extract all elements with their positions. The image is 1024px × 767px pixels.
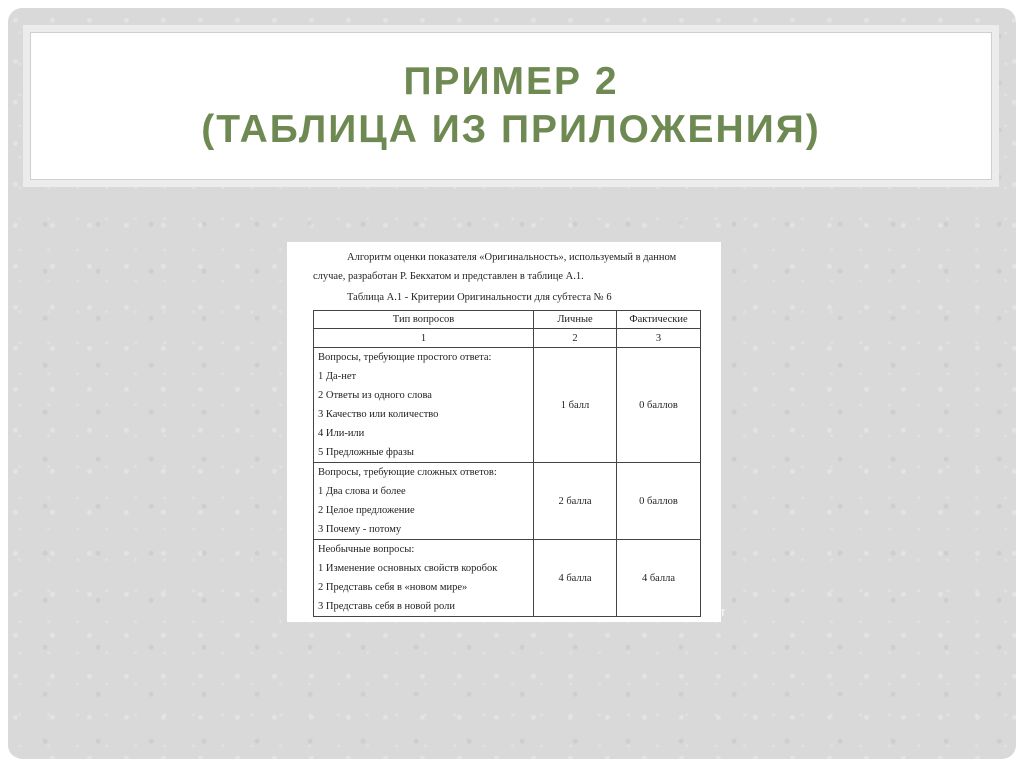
question-line: 3 Представь себя в новой роли	[318, 601, 456, 612]
intro-text	[313, 248, 718, 286]
criteria-table	[313, 310, 701, 617]
question-line: Вопросы, требующие простого ответа:	[318, 352, 492, 363]
question-group-cell	[314, 540, 534, 617]
question-line: 1 Два слова и более	[318, 486, 406, 497]
column-number: 1	[314, 329, 534, 348]
title-box	[30, 32, 992, 180]
slide-title-line-1: ПРИМЕР 2	[403, 60, 619, 103]
question-group-cell	[314, 348, 534, 463]
question-line: 2 Ответы из одного слова	[318, 390, 432, 401]
question-line: 3 Качество или количество	[318, 409, 439, 420]
question-line: 2 Представь себя в «новом мире»	[318, 582, 468, 593]
personal-score-cell: 1 балл	[534, 348, 617, 463]
document-image	[287, 242, 721, 622]
question-line: 5 Предложные фразы	[318, 447, 414, 458]
factual-score-cell: 4 балла	[617, 540, 701, 617]
personal-score-cell: 2 балла	[534, 463, 617, 540]
header-personal: Личные	[534, 311, 617, 329]
table-row	[314, 348, 701, 463]
column-number: 2	[534, 329, 617, 348]
question-line: Вопросы, требующие сложных ответов:	[318, 467, 497, 478]
table-row	[314, 540, 701, 617]
question-line: Необычные вопросы:	[318, 544, 415, 555]
question-line: 2 Целое предложение	[318, 505, 415, 516]
question-line: 1 Да-нет	[318, 371, 357, 382]
factual-score-cell: 0 баллов	[617, 348, 701, 463]
side-text-line-2: Чт	[712, 605, 726, 619]
column-number: 3	[617, 329, 701, 348]
side-text-line-1: А	[712, 589, 721, 603]
question-group-cell	[314, 463, 534, 540]
header-factual: Фактические	[617, 311, 701, 329]
question-line: 4 Или-или	[318, 428, 365, 439]
factual-score-cell: 0 баллов	[617, 463, 701, 540]
table-row	[314, 463, 701, 540]
personal-score-cell: 4 балла	[534, 540, 617, 617]
table-header-row	[314, 311, 701, 329]
side-text-fragment	[712, 588, 726, 620]
header-question-type: Тип вопросов	[314, 311, 534, 329]
table-number-row	[314, 329, 701, 348]
table-caption: Таблица А.1 - Критерии Оригинальности для субтеста № 6	[347, 292, 612, 303]
intro-line-1: Алгоритм оценки показателя «Оригинальность», используемый в данном	[347, 252, 677, 263]
intro-line-2: случае, разработан Р. Бекхатом и представлен в таблице А.1.	[313, 271, 584, 282]
question-line: 1 Изменение основных свойств коробок	[318, 563, 498, 574]
slide-title-line-2: (ТАБЛИЦА ИЗ ПРИЛОЖЕНИЯ)	[201, 108, 821, 151]
question-line: 3 Почему - потому	[318, 524, 402, 535]
